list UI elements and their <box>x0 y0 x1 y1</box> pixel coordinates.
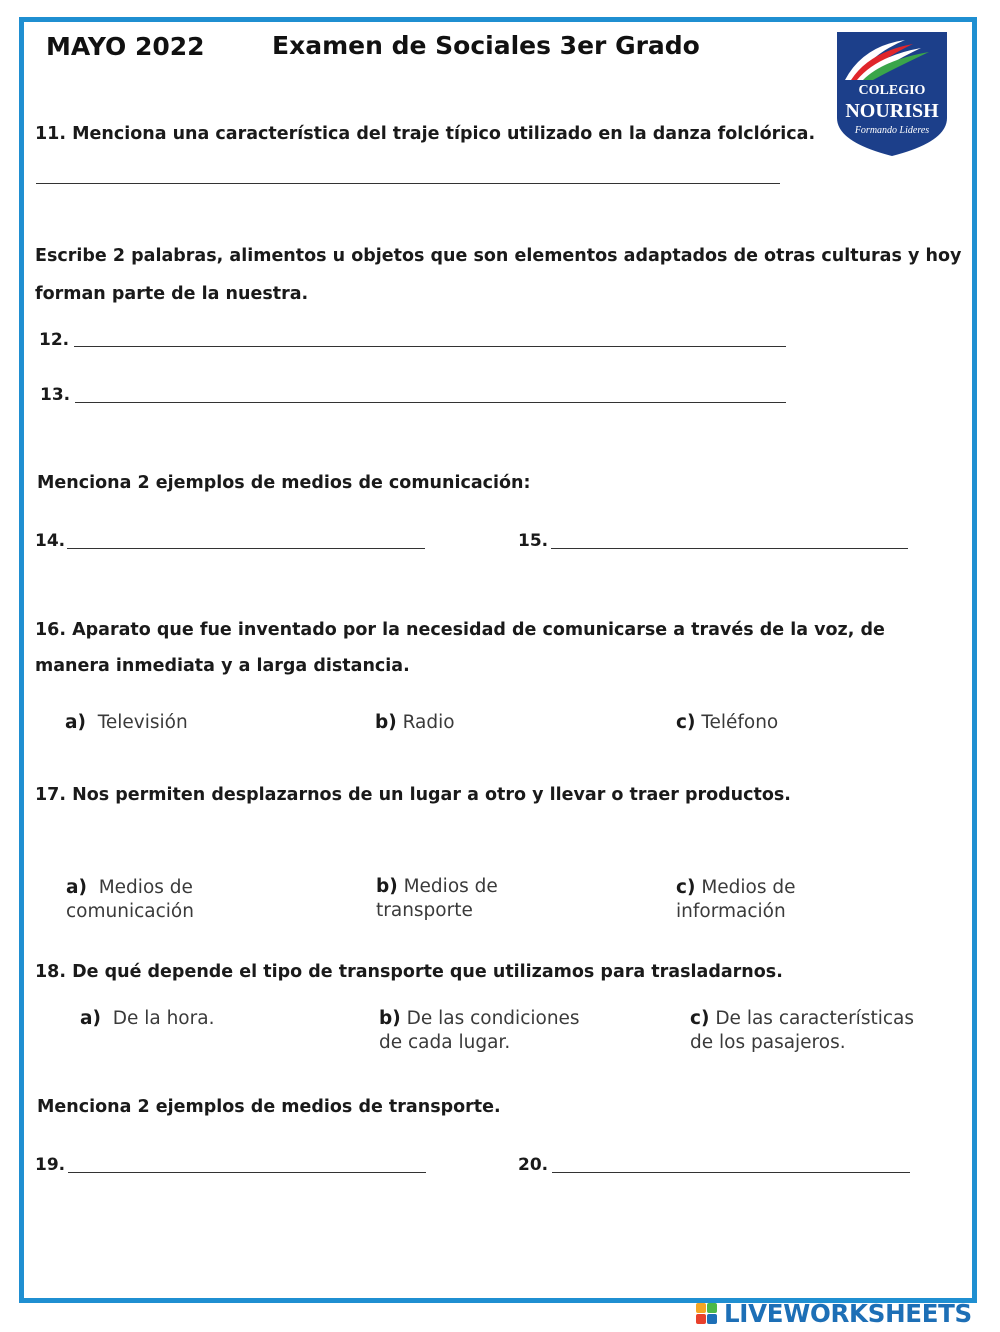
answer-line-12[interactable] <box>74 346 786 347</box>
question-17: 17. Nos permiten desplazarnos de un lugar a otro y llevar o traer productos. <box>35 785 791 805</box>
logo-line2: NOURISH <box>845 100 939 122</box>
q17-option-b[interactable]: b) Medios de transporte <box>376 876 498 921</box>
q18-option-a[interactable]: a) De la hora. <box>80 1008 215 1029</box>
q16-option-a[interactable]: a) Televisión <box>65 712 188 733</box>
number-12: 12. <box>39 330 70 350</box>
question-18: 18. De qué depende el tipo de transporte que utilizamos para trasladarnos. <box>35 962 783 982</box>
q18-option-b[interactable]: b) De las condiciones de cada lugar. <box>379 1008 580 1053</box>
question-16-line1: 16. Aparato que fue inventado por la necesidad de comunicarse a través de la voz, de <box>35 620 885 640</box>
q18-option-c[interactable]: c) De las características de los pasajeros. <box>690 1008 914 1053</box>
media-prompt: Menciona 2 ejemplos de medios de comunicación: <box>37 473 531 493</box>
q17-option-c[interactable]: c) Medios de información <box>676 877 796 922</box>
answer-line-11[interactable] <box>36 183 780 184</box>
logo-tagline: Formando Lideres <box>854 125 930 136</box>
exam-title: Examen de Sociales 3er Grado <box>272 31 700 60</box>
number-20: 20. <box>518 1155 549 1175</box>
cultures-prompt-line2: forman parte de la nuestra. <box>35 284 309 304</box>
answer-line-20[interactable] <box>552 1172 910 1173</box>
question-11: 11. Menciona una característica del traje típico utilizado en la danza folclórica. <box>35 124 816 144</box>
answer-line-13[interactable] <box>75 402 786 403</box>
logo-line1: COLEGIO <box>858 83 926 98</box>
q16-option-b[interactable]: b) Radio <box>375 712 455 733</box>
exam-date: MAYO 2022 <box>46 32 205 61</box>
question-16-line2: manera inmediata y a larga distancia. <box>35 656 410 676</box>
liveworksheets-wordmark: LIVEWORKSHEETS <box>724 1299 972 1328</box>
transport-prompt: Menciona 2 ejemplos de medios de transporte. <box>37 1097 501 1117</box>
answer-line-14[interactable] <box>67 548 425 549</box>
number-15: 15. <box>518 531 549 551</box>
liveworksheets-cubes-icon <box>696 1303 722 1325</box>
q17-option-a[interactable]: a) Medios de comunicación <box>66 877 194 922</box>
number-19: 19. <box>35 1155 66 1175</box>
number-13: 13. <box>40 385 71 405</box>
cultures-prompt-line1: Escribe 2 palabras, alimentos u objetos que son elementos adaptados de otras culturas y hoy <box>35 246 962 266</box>
number-14: 14. <box>35 531 66 551</box>
q16-option-c[interactable]: c) Teléfono <box>676 712 779 733</box>
school-logo <box>835 30 949 158</box>
answer-line-15[interactable] <box>551 548 908 549</box>
liveworksheets-brand <box>696 1299 992 1329</box>
answer-line-19[interactable] <box>68 1172 426 1173</box>
